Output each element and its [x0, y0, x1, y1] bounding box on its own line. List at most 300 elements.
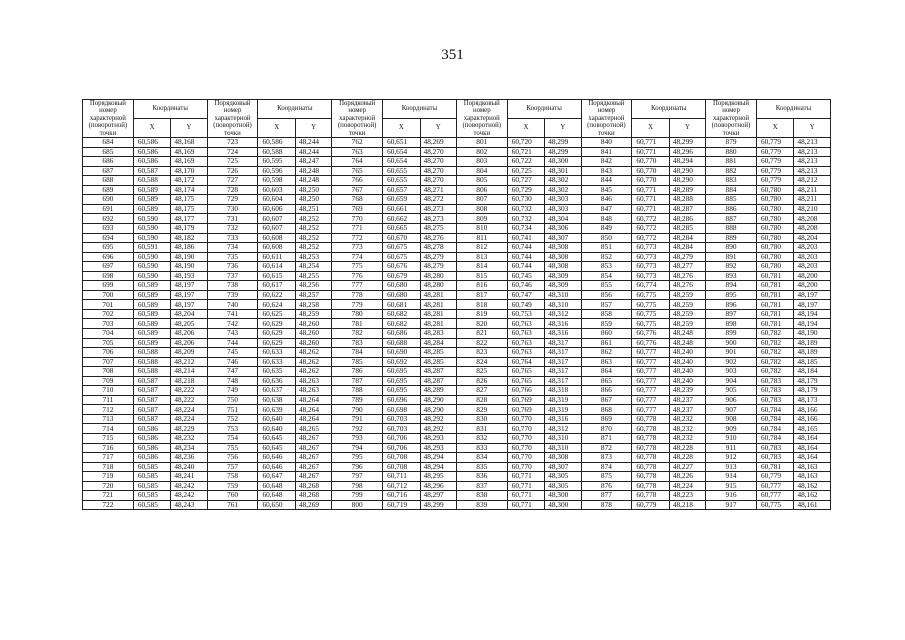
x-coordinate-cell: 60,771 [632, 204, 670, 214]
header-coordinates: Координаты [507, 100, 581, 119]
x-coordinate-cell: 60,763 [507, 319, 545, 329]
x-coordinate-cell: 60,784 [756, 414, 794, 424]
y-coordinate-cell: 48,308 [545, 453, 581, 463]
x-coordinate-cell: 60,766 [507, 386, 545, 396]
y-coordinate-cell: 48,268 [295, 481, 331, 491]
point-number-cell: 906 [706, 395, 757, 405]
point-number-cell: 779 [332, 300, 383, 310]
y-coordinate-cell: 48,179 [171, 223, 207, 233]
x-coordinate-cell: 60,744 [507, 262, 545, 272]
x-coordinate-cell: 60,588 [258, 147, 296, 157]
x-coordinate-cell: 60,784 [756, 433, 794, 443]
y-coordinate-cell: 48,304 [545, 214, 581, 224]
y-coordinate-cell: 48,276 [669, 281, 705, 291]
header-coordinates: Координаты [632, 100, 706, 119]
y-coordinate-cell: 48,175 [171, 195, 207, 205]
x-coordinate-cell: 60,722 [507, 157, 545, 167]
y-coordinate-cell: 48,164 [794, 433, 831, 443]
y-coordinate-cell: 48,293 [420, 433, 456, 443]
x-coordinate-cell: 60,734 [507, 223, 545, 233]
y-coordinate-cell: 48,240 [669, 348, 705, 358]
y-coordinate-cell: 48,258 [295, 300, 331, 310]
x-coordinate-cell: 60,629 [258, 328, 296, 338]
x-coordinate-cell: 60,633 [258, 357, 296, 367]
x-coordinate-cell: 60,586 [258, 138, 296, 148]
x-coordinate-cell: 60,721 [507, 147, 545, 157]
y-coordinate-cell: 48,316 [545, 328, 581, 338]
table-row [83, 185, 831, 195]
point-number-cell: 910 [706, 433, 757, 443]
y-coordinate-cell: 48,276 [420, 233, 456, 243]
x-coordinate-cell: 60,586 [133, 433, 171, 443]
point-number-cell: 915 [706, 481, 757, 491]
point-number-cell: 854 [581, 271, 632, 281]
point-number-cell: 822 [456, 338, 507, 348]
table-row [83, 328, 831, 338]
point-number-cell: 746 [207, 357, 258, 367]
x-coordinate-cell: 60,770 [507, 433, 545, 443]
point-number-cell: 823 [456, 348, 507, 358]
x-coordinate-cell: 60,622 [258, 290, 296, 300]
point-number-cell: 707 [83, 357, 134, 367]
y-coordinate-cell: 48,163 [794, 462, 831, 472]
y-coordinate-cell: 48,281 [420, 300, 456, 310]
x-coordinate-cell: 60,773 [632, 271, 670, 281]
point-number-cell: 750 [207, 395, 258, 405]
y-coordinate-cell: 48,307 [545, 233, 581, 243]
x-coordinate-cell: 60,778 [632, 453, 670, 463]
x-coordinate-cell: 60,629 [258, 338, 296, 348]
x-coordinate-cell: 60,595 [258, 157, 296, 167]
y-coordinate-cell: 48,277 [669, 262, 705, 272]
y-coordinate-cell: 48,224 [669, 481, 705, 491]
point-number-cell: 696 [83, 252, 134, 262]
table-row [83, 223, 831, 233]
x-coordinate-cell: 60,590 [133, 223, 171, 233]
x-coordinate-cell: 60,778 [632, 443, 670, 453]
x-coordinate-cell: 60,774 [632, 281, 670, 291]
point-number-cell: 722 [83, 500, 134, 510]
point-number-cell: 844 [581, 176, 632, 186]
point-number-cell: 917 [706, 500, 757, 510]
y-coordinate-cell: 48,252 [295, 243, 331, 253]
point-number-cell: 737 [207, 271, 258, 281]
y-coordinate-cell: 48,305 [545, 472, 581, 482]
table-row [83, 462, 831, 472]
y-coordinate-cell: 48,259 [669, 309, 705, 319]
point-number-cell: 735 [207, 252, 258, 262]
y-coordinate-cell: 48,190 [794, 328, 831, 338]
coordinates-table [82, 99, 831, 510]
point-number-cell: 754 [207, 433, 258, 443]
point-number-cell: 732 [207, 223, 258, 233]
y-coordinate-cell: 48,296 [420, 481, 456, 491]
x-coordinate-cell: 60,589 [133, 338, 171, 348]
x-coordinate-cell: 60,585 [133, 462, 171, 472]
header-coordinates: Координаты [756, 100, 830, 119]
x-coordinate-cell: 60,779 [756, 147, 794, 157]
x-coordinate-cell: 60,695 [383, 367, 421, 377]
x-coordinate-cell: 60,771 [632, 138, 670, 148]
point-number-cell: 782 [332, 328, 383, 338]
y-coordinate-cell: 48,189 [794, 338, 831, 348]
x-coordinate-cell: 60,780 [756, 252, 794, 262]
x-coordinate-cell: 60,784 [756, 424, 794, 434]
y-coordinate-cell: 48,263 [295, 376, 331, 386]
header-point-number: Порядковый номер характерной (поворотной) точки [706, 100, 757, 138]
header-x: X [133, 119, 171, 138]
x-coordinate-cell: 60,778 [632, 491, 670, 501]
point-number-cell: 760 [207, 491, 258, 501]
y-coordinate-cell: 48,290 [420, 405, 456, 415]
point-number-cell: 831 [456, 424, 507, 434]
x-coordinate-cell: 60,706 [383, 433, 421, 443]
y-coordinate-cell: 48,248 [295, 166, 331, 176]
y-coordinate-cell: 48,272 [420, 195, 456, 205]
point-number-cell: 724 [207, 147, 258, 157]
x-coordinate-cell: 60,770 [632, 166, 670, 176]
table-row [83, 214, 831, 224]
x-coordinate-cell: 60,589 [133, 300, 171, 310]
point-number-cell: 877 [581, 491, 632, 501]
table-row [83, 348, 831, 358]
x-coordinate-cell: 60,587 [133, 166, 171, 176]
table-row [83, 300, 831, 310]
y-coordinate-cell: 48,250 [295, 185, 331, 195]
x-coordinate-cell: 60,777 [632, 357, 670, 367]
point-number-cell: 842 [581, 157, 632, 167]
point-number-cell: 699 [83, 281, 134, 291]
point-number-cell: 867 [581, 395, 632, 405]
y-coordinate-cell: 48,197 [794, 290, 831, 300]
point-number-cell: 891 [706, 252, 757, 262]
x-coordinate-cell: 60,772 [632, 233, 670, 243]
y-coordinate-cell: 48,267 [295, 462, 331, 472]
y-coordinate-cell: 48,305 [545, 481, 581, 491]
x-coordinate-cell: 60,695 [383, 386, 421, 396]
x-coordinate-cell: 60,695 [383, 376, 421, 386]
y-coordinate-cell: 48,186 [171, 243, 207, 253]
point-number-cell: 893 [706, 271, 757, 281]
y-coordinate-cell: 48,286 [669, 214, 705, 224]
point-number-cell: 758 [207, 472, 258, 482]
point-number-cell: 764 [332, 157, 383, 167]
x-coordinate-cell: 60,778 [632, 462, 670, 472]
point-number-cell: 865 [581, 376, 632, 386]
point-number-cell: 711 [83, 395, 134, 405]
y-coordinate-cell: 48,243 [171, 500, 207, 510]
point-number-cell: 786 [332, 367, 383, 377]
point-number-cell: 807 [456, 195, 507, 205]
x-coordinate-cell: 60,703 [383, 424, 421, 434]
x-coordinate-cell: 60,590 [133, 262, 171, 272]
y-coordinate-cell: 48,228 [669, 443, 705, 453]
x-coordinate-cell: 60,589 [133, 185, 171, 195]
x-coordinate-cell: 60,771 [632, 195, 670, 205]
y-coordinate-cell: 48,229 [171, 424, 207, 434]
point-number-cell: 882 [706, 166, 757, 176]
point-number-cell: 847 [581, 204, 632, 214]
x-coordinate-cell: 60,588 [133, 176, 171, 186]
point-number-cell: 685 [83, 147, 134, 157]
point-number-cell: 692 [83, 214, 134, 224]
x-coordinate-cell: 60,783 [756, 386, 794, 396]
x-coordinate-cell: 60,586 [133, 424, 171, 434]
y-coordinate-cell: 48,208 [794, 223, 831, 233]
x-coordinate-cell: 60,778 [632, 472, 670, 482]
x-coordinate-cell: 60,783 [756, 443, 794, 453]
header-y: Y [295, 119, 331, 138]
y-coordinate-cell: 48,237 [669, 395, 705, 405]
point-number-cell: 911 [706, 443, 757, 453]
coordinates-table-container [82, 99, 831, 510]
x-coordinate-cell: 60,781 [756, 309, 794, 319]
point-number-cell: 740 [207, 300, 258, 310]
y-coordinate-cell: 48,184 [794, 367, 831, 377]
y-coordinate-cell: 48,297 [420, 491, 456, 501]
x-coordinate-cell: 60,749 [507, 300, 545, 310]
x-coordinate-cell: 60,770 [507, 462, 545, 472]
x-coordinate-cell: 60,773 [632, 243, 670, 253]
y-coordinate-cell: 48,224 [171, 405, 207, 415]
point-number-cell: 898 [706, 319, 757, 329]
point-number-cell: 751 [207, 405, 258, 415]
point-number-cell: 739 [207, 290, 258, 300]
y-coordinate-cell: 48,281 [420, 290, 456, 300]
y-coordinate-cell: 48,267 [295, 472, 331, 482]
point-number-cell: 803 [456, 157, 507, 167]
y-coordinate-cell: 48,244 [295, 138, 331, 148]
x-coordinate-cell: 60,590 [133, 252, 171, 262]
point-number-cell: 798 [332, 481, 383, 491]
point-number-cell: 686 [83, 157, 134, 167]
point-number-cell: 855 [581, 281, 632, 291]
y-coordinate-cell: 48,204 [794, 233, 831, 243]
point-number-cell: 738 [207, 281, 258, 291]
y-coordinate-cell: 48,169 [171, 147, 207, 157]
x-coordinate-cell: 60,732 [507, 214, 545, 224]
y-coordinate-cell: 48,194 [794, 319, 831, 329]
point-number-cell: 832 [456, 433, 507, 443]
y-coordinate-cell: 48,308 [545, 252, 581, 262]
x-coordinate-cell: 60,771 [507, 481, 545, 491]
point-number-cell: 903 [706, 367, 757, 377]
y-coordinate-cell: 48,204 [171, 309, 207, 319]
y-coordinate-cell: 48,278 [420, 243, 456, 253]
y-coordinate-cell: 48,262 [295, 367, 331, 377]
y-coordinate-cell: 48,317 [545, 348, 581, 358]
table-row [83, 176, 831, 186]
x-coordinate-cell: 60,585 [133, 481, 171, 491]
point-number-cell: 772 [332, 233, 383, 243]
point-number-cell: 846 [581, 195, 632, 205]
point-number-cell: 835 [456, 462, 507, 472]
y-coordinate-cell: 48,316 [545, 414, 581, 424]
x-coordinate-cell: 60,778 [632, 414, 670, 424]
x-coordinate-cell: 60,720 [507, 138, 545, 148]
point-number-cell: 690 [83, 195, 134, 205]
y-coordinate-cell: 48,279 [669, 252, 705, 262]
x-coordinate-cell: 60,782 [756, 357, 794, 367]
y-coordinate-cell: 48,296 [669, 147, 705, 157]
point-number-cell: 694 [83, 233, 134, 243]
y-coordinate-cell: 48,240 [669, 367, 705, 377]
x-coordinate-cell: 60,698 [383, 405, 421, 415]
point-number-cell: 813 [456, 252, 507, 262]
y-coordinate-cell: 48,279 [420, 252, 456, 262]
point-number-cell: 693 [83, 223, 134, 233]
x-coordinate-cell: 60,703 [383, 414, 421, 424]
point-number-cell: 770 [332, 214, 383, 224]
point-number-cell: 689 [83, 185, 134, 195]
point-number-cell: 866 [581, 386, 632, 396]
x-coordinate-cell: 60,586 [133, 147, 171, 157]
y-coordinate-cell: 48,252 [295, 233, 331, 243]
header-y: Y [669, 119, 705, 138]
point-number-cell: 886 [706, 204, 757, 214]
header-x: X [756, 119, 794, 138]
point-number-cell: 736 [207, 262, 258, 272]
header-coordinates: Координаты [383, 100, 457, 119]
point-number-cell: 869 [581, 414, 632, 424]
x-coordinate-cell: 60,782 [756, 338, 794, 348]
y-coordinate-cell: 48,252 [295, 223, 331, 233]
x-coordinate-cell: 60,608 [258, 243, 296, 253]
point-number-cell: 726 [207, 166, 258, 176]
y-coordinate-cell: 48,185 [794, 357, 831, 367]
y-coordinate-cell: 48,232 [171, 433, 207, 443]
point-number-cell: 701 [83, 300, 134, 310]
y-coordinate-cell: 48,271 [420, 185, 456, 195]
header-coordinates: Координаты [133, 100, 207, 119]
y-coordinate-cell: 48,224 [171, 414, 207, 424]
point-number-cell: 785 [332, 357, 383, 367]
x-coordinate-cell: 60,587 [133, 414, 171, 424]
y-coordinate-cell: 48,302 [545, 185, 581, 195]
y-coordinate-cell: 48,205 [171, 319, 207, 329]
x-coordinate-cell: 60,629 [258, 319, 296, 329]
point-number-cell: 793 [332, 433, 383, 443]
table-row [83, 481, 831, 491]
x-coordinate-cell: 60,589 [133, 281, 171, 291]
point-number-cell: 849 [581, 223, 632, 233]
x-coordinate-cell: 60,590 [133, 271, 171, 281]
y-coordinate-cell: 48,260 [295, 319, 331, 329]
point-number-cell: 912 [706, 453, 757, 463]
point-number-cell: 784 [332, 348, 383, 358]
point-number-cell: 871 [581, 433, 632, 443]
x-coordinate-cell: 60,607 [258, 223, 296, 233]
y-coordinate-cell: 48,200 [794, 271, 831, 281]
point-number-cell: 695 [83, 243, 134, 253]
point-number-cell: 719 [83, 472, 134, 482]
x-coordinate-cell: 60,688 [383, 338, 421, 348]
point-number-cell: 883 [706, 176, 757, 186]
y-coordinate-cell: 48,254 [295, 262, 331, 272]
header-point-number: Порядковый номер характерной (поворотной) точки [83, 100, 134, 138]
x-coordinate-cell: 60,690 [383, 348, 421, 358]
x-coordinate-cell: 60,636 [258, 376, 296, 386]
y-coordinate-cell: 48,299 [545, 147, 581, 157]
x-coordinate-cell: 60,771 [507, 500, 545, 510]
y-coordinate-cell: 48,269 [295, 500, 331, 510]
x-coordinate-cell: 60,586 [133, 453, 171, 463]
point-number-cell: 845 [581, 185, 632, 195]
point-number-cell: 870 [581, 424, 632, 434]
point-number-cell: 828 [456, 395, 507, 405]
table-row [83, 405, 831, 415]
y-coordinate-cell: 48,240 [171, 462, 207, 472]
point-number-cell: 836 [456, 472, 507, 482]
y-coordinate-cell: 48,240 [669, 357, 705, 367]
x-coordinate-cell: 60,587 [133, 386, 171, 396]
table-row [83, 491, 831, 501]
y-coordinate-cell: 48,300 [545, 500, 581, 510]
point-number-cell: 687 [83, 166, 134, 176]
header-y: Y [794, 119, 831, 138]
y-coordinate-cell: 48,242 [171, 481, 207, 491]
x-coordinate-cell: 60,771 [507, 472, 545, 482]
point-number-cell: 794 [332, 443, 383, 453]
table-row [83, 166, 831, 176]
y-coordinate-cell: 48,242 [171, 491, 207, 501]
x-coordinate-cell: 60,780 [756, 204, 794, 214]
y-coordinate-cell: 48,174 [171, 185, 207, 195]
point-number-cell: 761 [207, 500, 258, 510]
y-coordinate-cell: 48,285 [420, 348, 456, 358]
header-point-number: Порядковый номер характерной (поворотной) точки [332, 100, 383, 138]
point-number-cell: 747 [207, 367, 258, 377]
x-coordinate-cell: 60,746 [507, 281, 545, 291]
point-number-cell: 763 [332, 147, 383, 157]
x-coordinate-cell: 60,587 [133, 405, 171, 415]
x-coordinate-cell: 60,729 [507, 185, 545, 195]
x-coordinate-cell: 60,777 [632, 405, 670, 415]
x-coordinate-cell: 60,596 [258, 166, 296, 176]
header-point-number: Порядковый номер характерной (поворотной) точки [581, 100, 632, 138]
point-number-cell: 838 [456, 491, 507, 501]
point-number-cell: 703 [83, 319, 134, 329]
table-row [83, 386, 831, 396]
x-coordinate-cell: 60,777 [756, 491, 794, 501]
x-coordinate-cell: 60,591 [133, 243, 171, 253]
point-number-cell: 904 [706, 376, 757, 386]
x-coordinate-cell: 60,637 [258, 386, 296, 396]
point-number-cell: 767 [332, 185, 383, 195]
x-coordinate-cell: 60,725 [507, 166, 545, 176]
y-coordinate-cell: 48,252 [295, 214, 331, 224]
y-coordinate-cell: 48,295 [420, 472, 456, 482]
point-number-cell: 812 [456, 243, 507, 253]
x-coordinate-cell: 60,763 [507, 328, 545, 338]
point-number-cell: 852 [581, 252, 632, 262]
table-header [83, 100, 831, 138]
y-coordinate-cell: 48,197 [794, 300, 831, 310]
y-coordinate-cell: 48,307 [545, 462, 581, 472]
y-coordinate-cell: 48,232 [669, 414, 705, 424]
point-number-cell: 729 [207, 195, 258, 205]
x-coordinate-cell: 60,586 [133, 443, 171, 453]
point-number-cell: 868 [581, 405, 632, 415]
x-coordinate-cell: 60,625 [258, 309, 296, 319]
point-number-cell: 820 [456, 319, 507, 329]
y-coordinate-cell: 48,173 [794, 395, 831, 405]
point-number-cell: 862 [581, 348, 632, 358]
x-coordinate-cell: 60,655 [383, 176, 421, 186]
x-coordinate-cell: 60,648 [258, 491, 296, 501]
y-coordinate-cell: 48,162 [794, 491, 831, 501]
point-number-cell: 796 [332, 462, 383, 472]
